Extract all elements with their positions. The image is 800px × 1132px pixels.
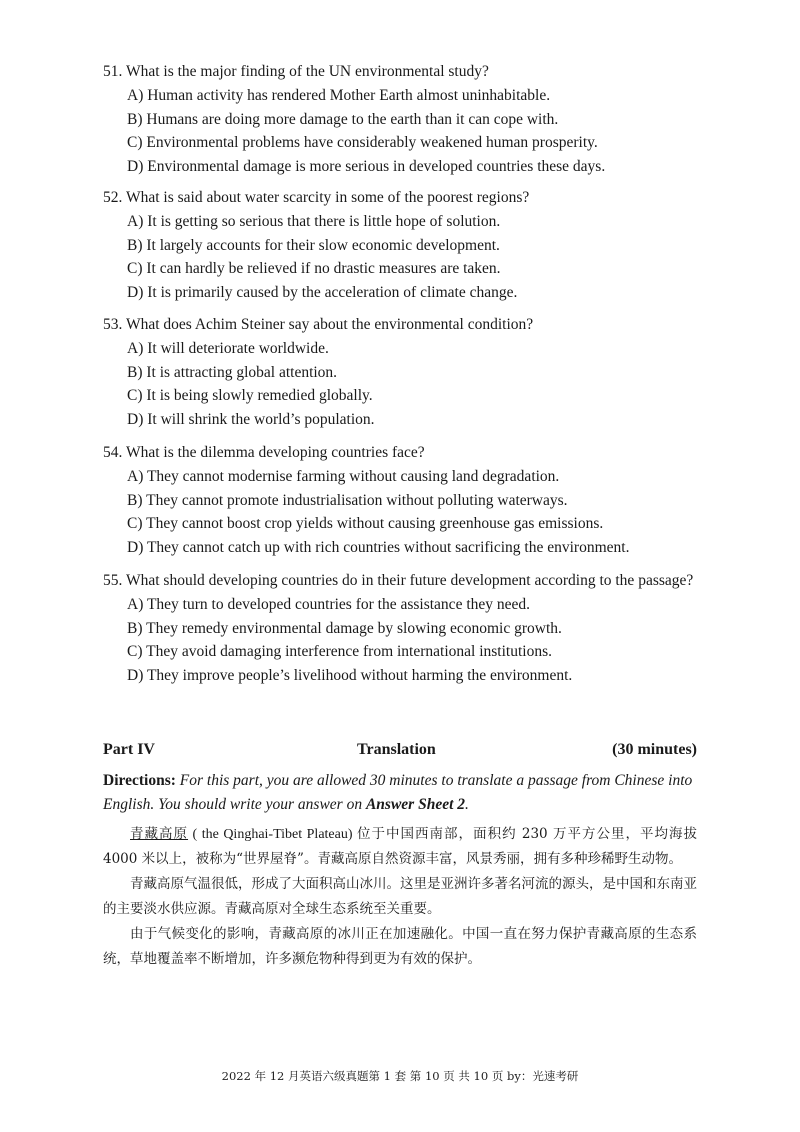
question-stem: 51. What is the major finding of the UN environmental study? <box>103 63 489 80</box>
option-b: B) It is attracting global attention. <box>127 363 338 381</box>
option-a: A) They cannot modernise farming without causing land degradation. <box>127 468 560 485</box>
option-a: A) Human activity has rendered Mother Earth almost uninhabitable. <box>127 87 551 104</box>
option-c: C) They cannot boost crop yields without causing greenhouse gas emissions. <box>127 515 604 532</box>
passage-text: 位于中国西南部，面积约 230 万平方公里，平均海拔 4000 米以上，被称为“世界屋脊”。青藏高原自然资源丰富，风景秀丽，拥有多种珍稀野生动物。 <box>103 826 697 867</box>
directions-label: Directions: <box>103 772 176 789</box>
option-a: A) It is getting so serious that there is little hope of solution. <box>127 213 501 230</box>
option-d: D) They improve people’s livelihood without harming the environment. <box>127 666 573 684</box>
option-c: C) It can hardly be relieved if no drastic measures are taken. <box>127 260 501 277</box>
part-title: Translation <box>357 741 436 758</box>
option-b: B) Humans are doing more damage to the earth than it can cope with. <box>127 110 559 128</box>
option-b: B) They cannot promote industrialisation without polluting waterways. <box>127 491 568 509</box>
question-52 <box>103 186 703 304</box>
directions-text: For this part, you are allowed 30 minutes to translate a passage from Chinese into English. You should write your answer on <box>103 772 693 813</box>
option-a: A) They turn to developed countries for the assistance they need. <box>127 596 531 613</box>
passage-english-term: ( the Qinghai-Tibet Plateau) <box>188 827 358 842</box>
option-c: C) Environmental problems have considerably weakened human prosperity. <box>127 134 598 151</box>
directions-end: . <box>465 796 469 813</box>
part-number: Part IV <box>103 741 155 758</box>
page-footer: 2022 年 12 月英语六级真题第 1 套 第 10 页 共 10 页 by：光速考研 <box>221 1069 579 1083</box>
question-stem: 55. What should developing countries do in their future development according to the passage? <box>103 572 694 589</box>
passage-paragraph-2: 青藏高原气温很低，形成了大面积高山冰川。这里是亚洲许多著名河流的源头，是中国和东南亚的主要淡水供应源。青藏高原对全球生态系统至关重要。 <box>103 876 697 917</box>
question-53 <box>103 313 703 431</box>
option-c: C) They avoid damaging interference from international institutions. <box>127 643 552 660</box>
option-c: C) It is being slowly remedied globally. <box>127 387 373 404</box>
option-b: B) They remedy environmental damage by slowing economic growth. <box>127 619 562 637</box>
question-54 <box>103 441 703 559</box>
translation-passage <box>103 822 697 972</box>
question-stem: 53. What does Achim Steiner say about the environmental condition? <box>103 316 534 333</box>
option-d: D) It will shrink the world’s population. <box>127 410 375 428</box>
question-55 <box>103 569 703 687</box>
option-d: D) Environmental damage is more serious in developed countries these days. <box>127 157 606 175</box>
part-time: (30 minutes) <box>612 741 697 758</box>
option-b: B) It largely accounts for their slow economic development. <box>127 236 500 254</box>
question-stem: 54. What is the dilemma developing countries face? <box>103 444 425 461</box>
option-d: D) It is primarily caused by the acceleration of climate change. <box>127 283 518 301</box>
answer-sheet-ref: Answer Sheet 2 <box>365 796 466 813</box>
option-d: D) They cannot catch up with rich countries without sacrificing the environment. <box>127 538 630 556</box>
question-stem: 52. What is said about water scarcity in some of the poorest regions? <box>103 189 530 206</box>
part-heading <box>103 741 697 765</box>
question-51 <box>103 60 703 178</box>
directions <box>103 769 697 817</box>
passage-paragraph-3: 由于气候变化的影响，青藏高原的冰川正在加速融化。中国一直在努力保护青藏高原的生态系统，草地覆盖率不断增加，许多濒危物种得到更为有效的保护。 <box>103 926 697 967</box>
passage-paragraph-1 <box>103 822 697 872</box>
passage-term: 青藏高原 <box>130 826 189 842</box>
option-a: A) It will deteriorate worldwide. <box>127 340 329 357</box>
